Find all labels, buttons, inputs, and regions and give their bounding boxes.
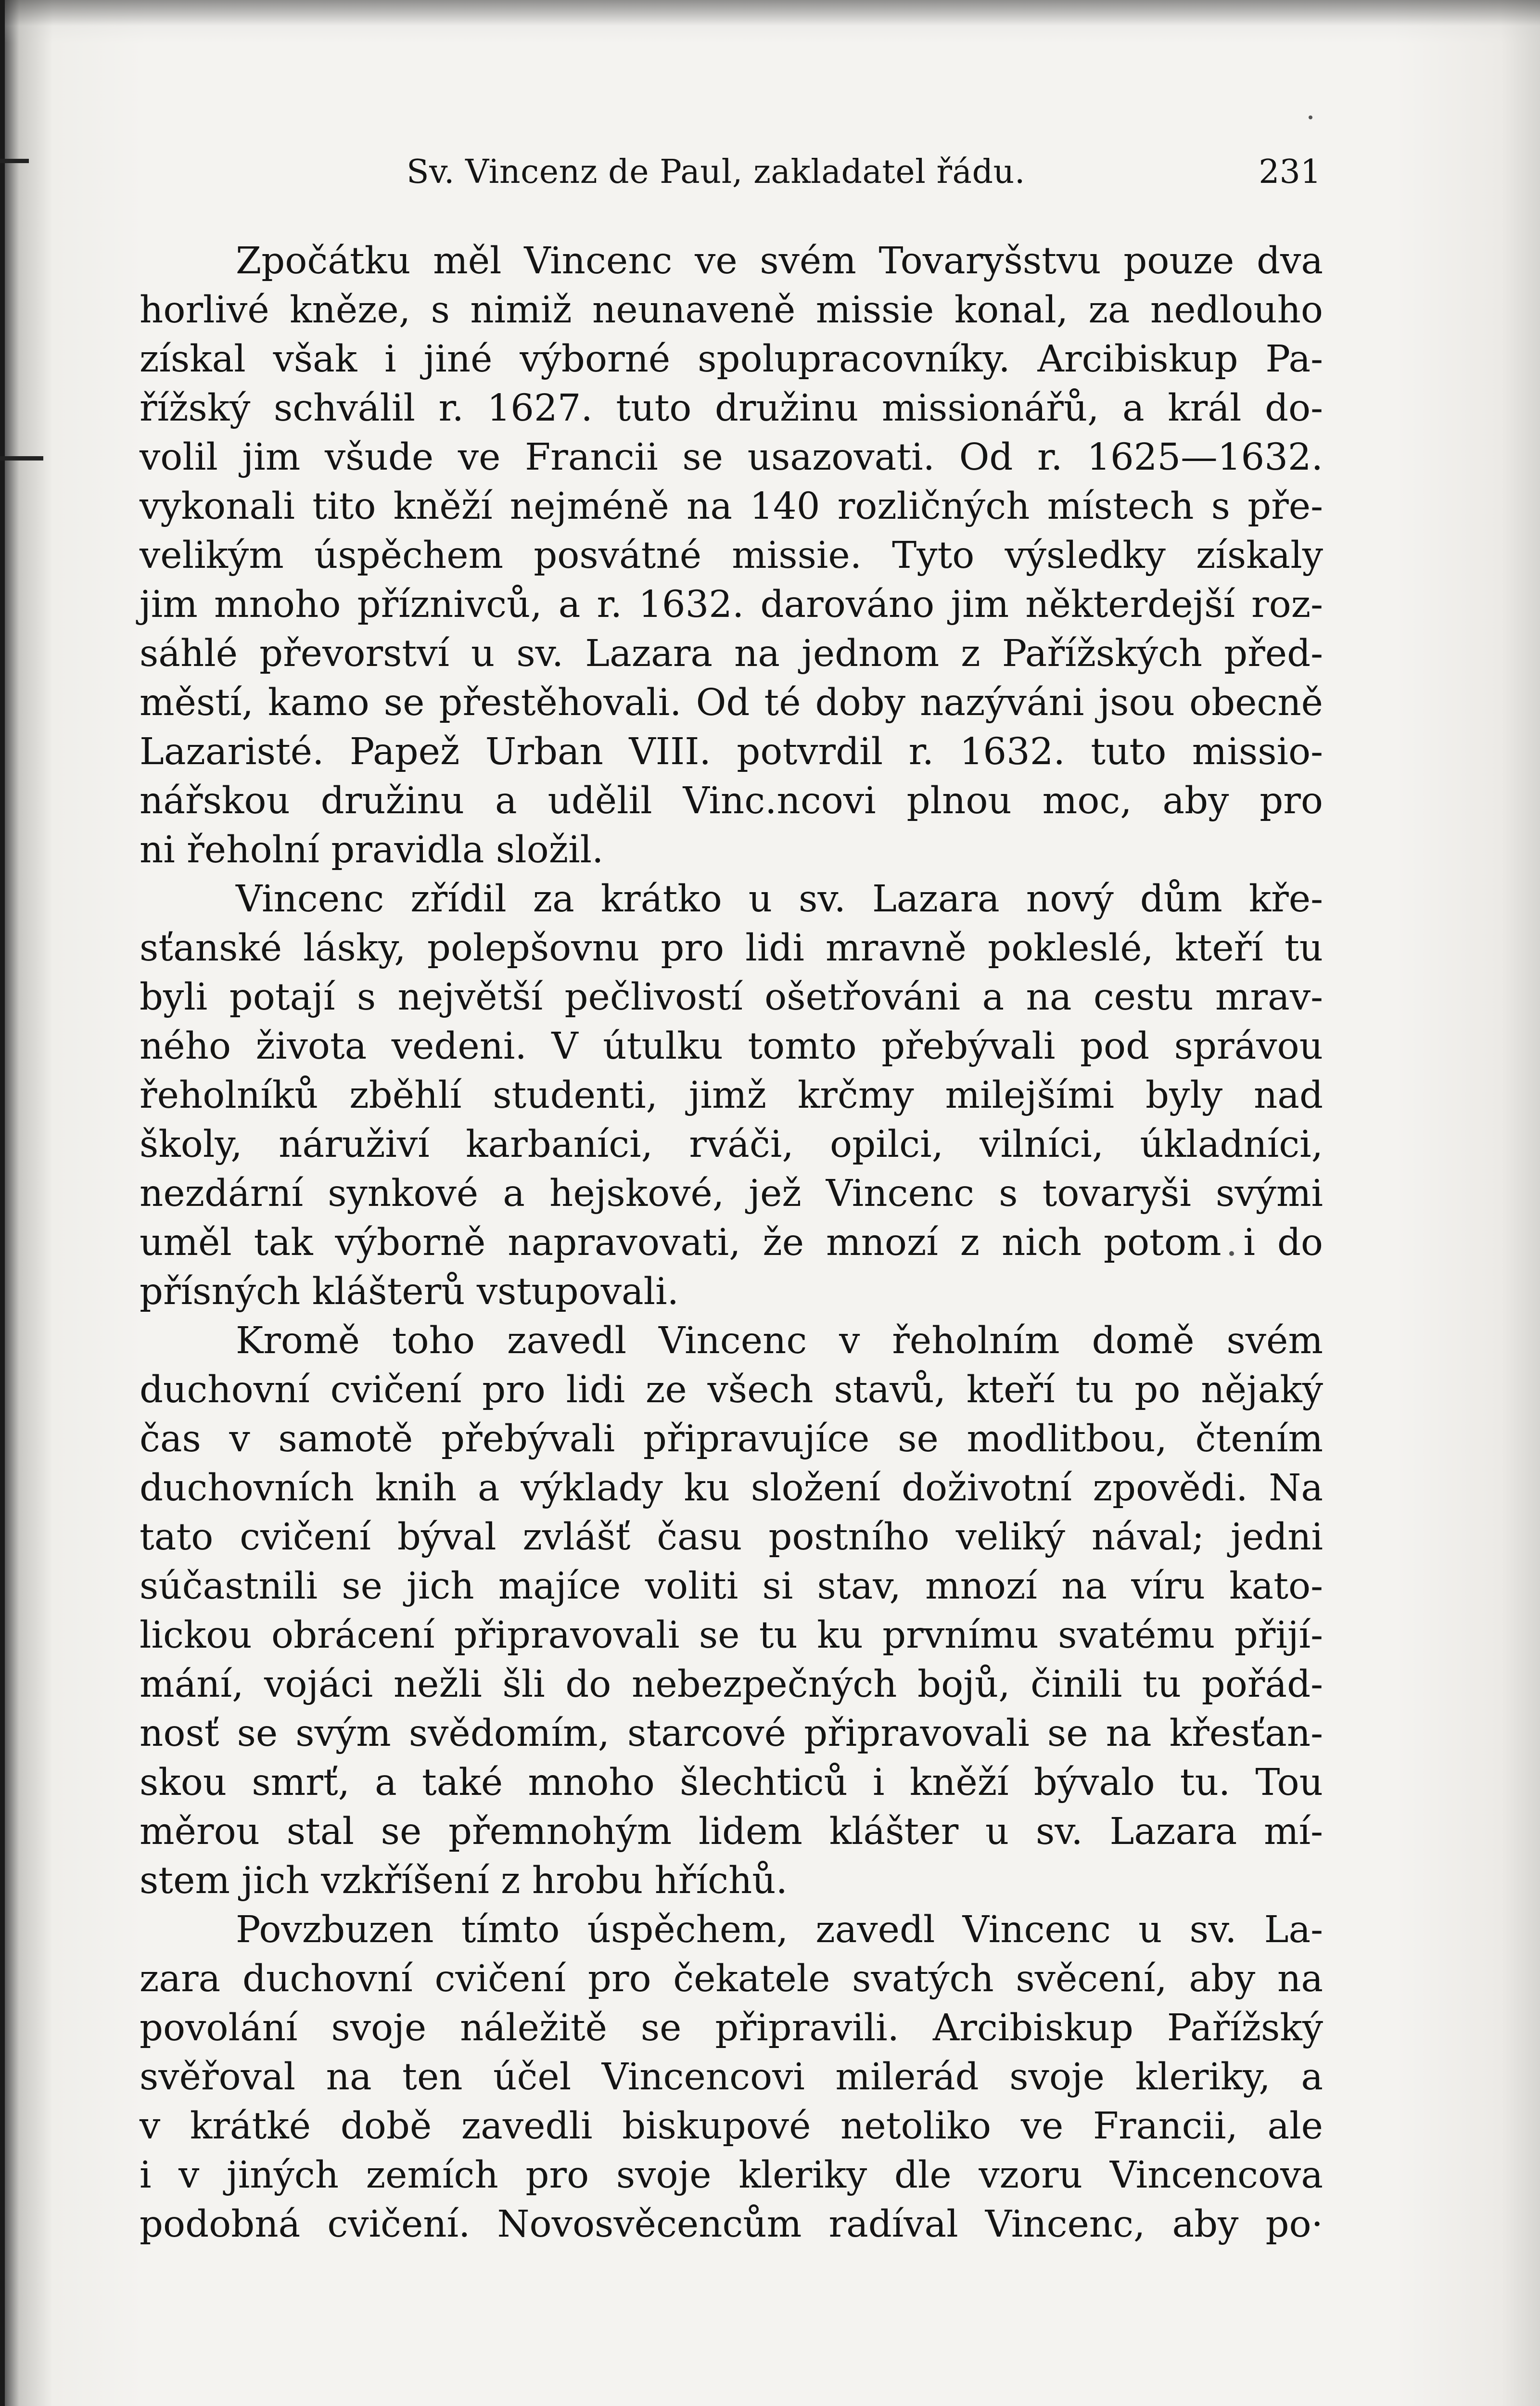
text-line: zara duchovní cvičení pro čekatele svatých svěcení, aby na bbox=[140, 1958, 1323, 2000]
text-line: povolání svoje náležitě se připravili. Arcibiskup Pařížský bbox=[140, 2007, 1323, 2049]
body-text bbox=[140, 237, 1323, 2249]
text-line: řížský schválil r. 1627. tuto družinu missionářů, a král do- bbox=[140, 387, 1323, 430]
text-line: byli potají s největší pečlivostí ošetřováni a na cestu mrav- bbox=[140, 976, 1323, 1019]
text-line: čas v samotě přebývali připravujíce se modlitbou, čtením bbox=[140, 1418, 1323, 1460]
text-line: ni řeholní pravidla složil. bbox=[140, 829, 604, 871]
text-line: městí, kamo se přestěhovali. Od té doby nazýváni jsou obecně bbox=[140, 681, 1323, 724]
text-line: vykonali tito kněží nejméně na 140 rozličných místech s pře- bbox=[140, 485, 1323, 528]
text-line: řeholníků zběhlí studenti, jimž krčmy milejšími byly nad bbox=[140, 1074, 1323, 1117]
text-line: tato cvičení býval zvlášť času postního veliký nával; jedni bbox=[140, 1516, 1323, 1559]
text-line: měrou stal se přemnohým lidem klášter u sv. Lazara mí- bbox=[140, 1810, 1323, 1853]
text-line: Lazaristé. Papež Urban VIII. potvrdil r. 1632. tuto missio- bbox=[140, 730, 1323, 773]
binding-edge bbox=[0, 0, 5, 2406]
text-line: stem jich vzkříšení z hrobu hříchů. bbox=[140, 1859, 788, 1902]
text-line: jim mnoho příznivců, a r. 1632. darováno jim některdejší roz- bbox=[140, 583, 1323, 626]
text-line: lickou obrácení připravovali se tu ku prvnímu svatému přijí- bbox=[140, 1614, 1323, 1657]
text-line: Vincenc zřídil za krátko u sv. Lazara nový dům kře- bbox=[236, 878, 1323, 921]
text-line: podobná cvičení. Novosvěcencům radíval Vincenc, aby po· bbox=[140, 2203, 1323, 2246]
text-line: sáhlé převorství u sv. Lazara na jednom z Pařížských před- bbox=[140, 632, 1323, 675]
text-line: Povzbuzen tímto úspěchem, zavedl Vincenc u sv. La- bbox=[236, 1908, 1323, 1951]
text-line: duchovních knih a výklady ku složení doživotní zpovědi. Na bbox=[140, 1467, 1323, 1510]
running-title: Sv. Vincenz de Paul, zakladatel řádu. bbox=[407, 153, 1025, 191]
text-line: sťanské lásky, polepšovnu pro lidi mravně pokleslé, kteří tu bbox=[140, 927, 1323, 970]
text-line: školy, náruživí karbaníci, rváči, opilci, vilníci, úkladníci, bbox=[140, 1123, 1323, 1166]
text-line: získal však i jiné výborné spolupracovníky. Arcibiskup Pa- bbox=[140, 338, 1323, 381]
binding-mark bbox=[0, 456, 43, 461]
text-line: nezdární synkové a hejskové, jež Vincenc s tovaryši svými bbox=[140, 1172, 1323, 1215]
text-line: nářskou družinu a udělil Vinc.ncovi plnou moc, aby pro bbox=[140, 780, 1323, 822]
text-line: Kromě toho zavedl Vincenc v řeholním domě svém bbox=[236, 1319, 1323, 1362]
text-line: přísných klášterů vstupovali. bbox=[140, 1270, 679, 1313]
text-line: velikým úspěchem posvátné missie. Tyto výsledky získaly bbox=[140, 534, 1323, 577]
page-number: 231 bbox=[1259, 153, 1321, 191]
text-line: horlivé kněze, s nimiž neunaveně missie konal, za nedlouho bbox=[140, 289, 1323, 332]
text-line: v krátké době zavedli biskupové netoliko ve Francii, ale bbox=[140, 2105, 1323, 2148]
text-line: nosť se svým svědomím, starcové připravovali se na křesťan- bbox=[140, 1712, 1323, 1755]
text-line: skou smrť, a také mnoho šlechticů i kněží bývalo tu. Tou bbox=[140, 1761, 1323, 1804]
text-line: i v jiných zemích pro svoje kleriky dle vzoru Vincencova bbox=[140, 2154, 1323, 2197]
text-line: volil jim všude ve Francii se usazovati. Od r. 1625—1632. bbox=[140, 436, 1323, 479]
text-line: svěřoval na ten účel Vincencovi milerád svoje kleriky, a bbox=[140, 2056, 1323, 2099]
text-line: ného života vedeni. V útulku tomto přebývali pod správou bbox=[140, 1025, 1323, 1068]
text-line: mání, vojáci nežli šli do nebezpečných bojů, činili tu pořád- bbox=[140, 1663, 1323, 1706]
scan-speck bbox=[1309, 115, 1312, 119]
text-line: Zpočátku měl Vincenc ve svém Tovaryšstvu pouze dva bbox=[236, 240, 1323, 282]
text-line: súčastnili se jich majíce voliti si stav, mnozí na víru kato- bbox=[140, 1565, 1323, 1608]
text-line: uměl tak výborně napravovati, že mnozí z nich potom i do bbox=[140, 1221, 1323, 1264]
scan-top-shadow bbox=[0, 0, 1540, 43]
text-line: duchovní cvičení pro lidi ze všech stavů, kteří tu po nějaký bbox=[140, 1369, 1323, 1411]
binding-mark bbox=[0, 159, 29, 163]
